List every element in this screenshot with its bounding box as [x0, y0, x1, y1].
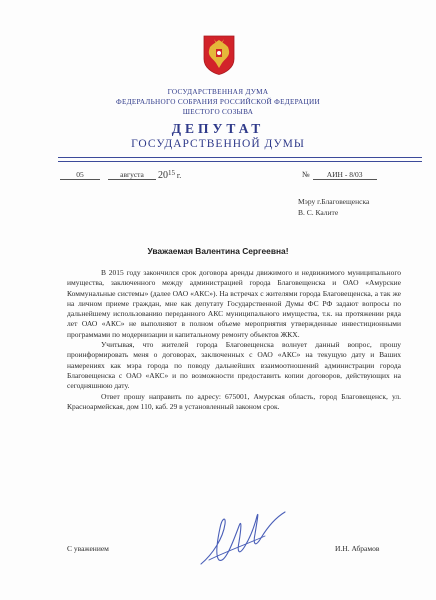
date-year: [158, 170, 181, 181]
date-year-suffix: 15: [168, 169, 175, 177]
header-title-deputy: ДЕПУТАТ: [171, 121, 265, 136]
body-paragraph-2: Учитывая, что жителей города Благовещенска волнует данный вопрос, прошу проинформировать меня о договорах, заключенных с ОАО «АКС» на текущую дату и Ваших намерениях как мэра города по поводу дальнейших взаимоотношений администрации города Благовещенска с ОАО «АКС» и по возможности предоставить копии договоров, действующих на сегодняшнюю дату.: [67, 340, 401, 391]
addressee-name: В. С. Калите: [298, 208, 339, 217]
header-line-federal-assembly: ФЕДЕРАЛЬНОГО СОБРАНИЯ РОССИЙСКОЙ ФЕДЕРАЦИИ: [115, 98, 321, 106]
coat-of-arms-emblem: [203, 35, 235, 75]
header-line-state-duma: ГОСУДАРСТВЕННАЯ ДУМА: [167, 88, 269, 96]
header-subtitle: ГОСУДАРСТВЕННОЙ ДУМЫ: [131, 138, 305, 150]
date-day-value: 05: [60, 170, 100, 180]
header-divider-thin: [58, 161, 422, 162]
letter-body: [67, 268, 401, 412]
body-paragraph-3: Ответ прошу направить по адресу: 675001, Амурская область, город Благовещенск, ул. Красноармейская, дом 110, каб. 29 в установленный законом срок.: [67, 391, 401, 411]
greeting: Уважаемая Валентина Сергеевна!: [147, 246, 289, 256]
date-year-prefix: 20: [158, 170, 168, 181]
header-line-convocation: ШЕСТОГО СОЗЫВА: [182, 108, 254, 116]
number-symbol: №: [302, 170, 310, 179]
signatory-name: И.Н. Абрамов: [335, 544, 380, 553]
closing-regards: С уважением: [67, 544, 109, 553]
document-number-value: АИН - 8/03: [313, 170, 377, 180]
date-year-tail: г.: [176, 171, 182, 180]
date-month: [108, 170, 158, 180]
document-number: [302, 170, 377, 180]
header-divider-thick: [58, 157, 422, 158]
body-paragraph-1: В 2015 году закончился срок договора аренды движимого и недвижимого муниципального имущества, заключенного между администрацией города Благовещенска и ОАО «Амурские Коммунальные системы» (далее ОАО «АКС»). На встречах с жителями города Благовещенска, а так же на личном приеме граждан, мне как депутату Государственной Думы ФС РФ задают вопросы по дальнейшему использованию переданного АКС муниципального имущества, т.к. на протяжении ряда лет ОАО «АКС» не выполняют в полном объеме мероприятия утвержденные инвестиционными программами по модернизации и капитальному ремонту объектов ЖКХ.: [67, 268, 401, 339]
handwritten-signature: [195, 502, 291, 574]
addressee-title: Мэру г.Благовещенска: [298, 197, 370, 206]
date-month-value: августа: [108, 170, 156, 180]
date-day: [60, 170, 100, 180]
